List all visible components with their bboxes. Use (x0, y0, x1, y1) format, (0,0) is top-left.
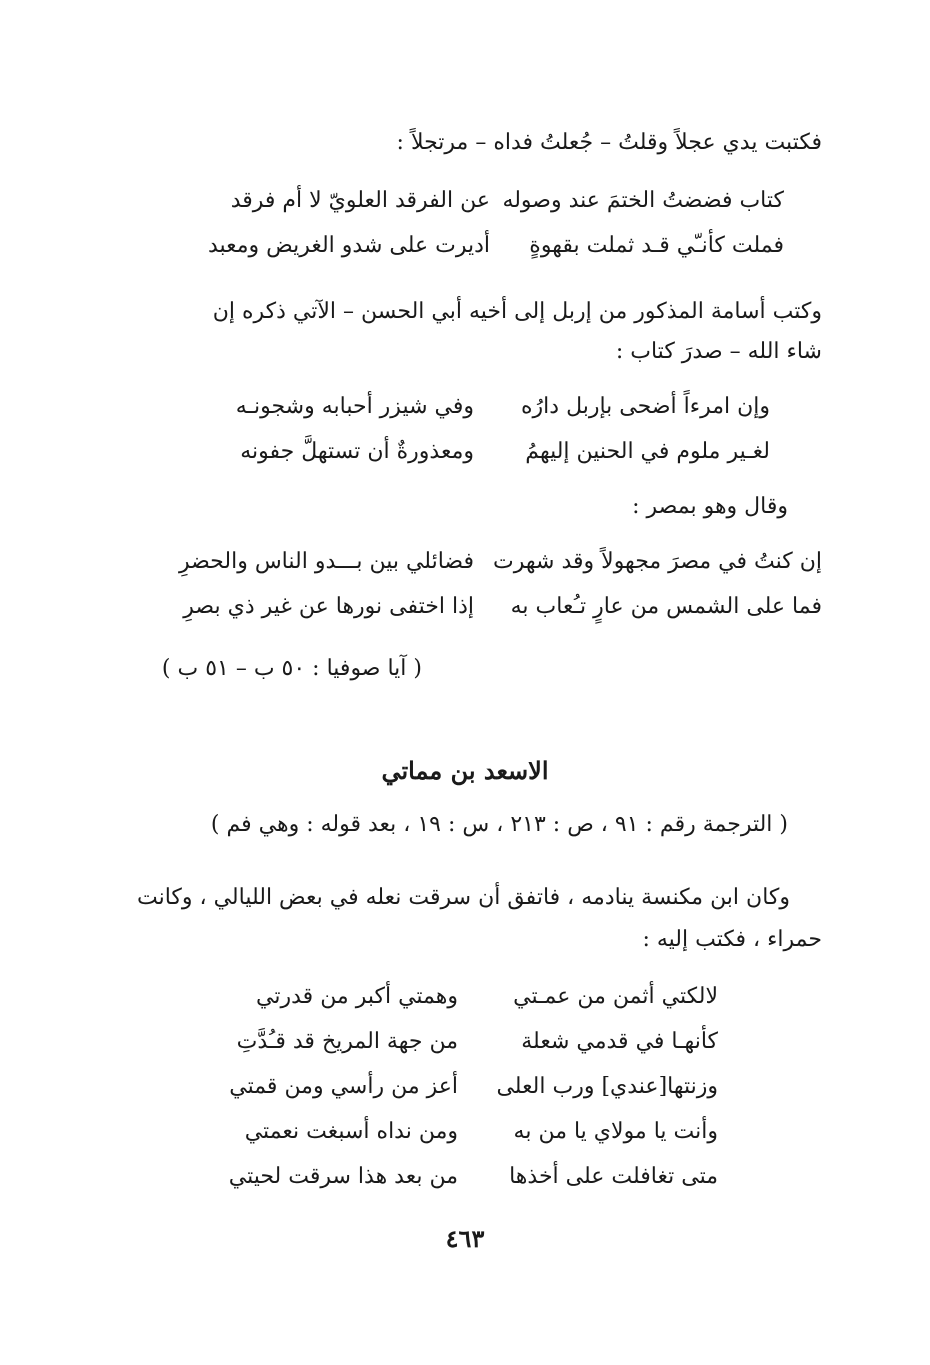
poem2-line2-first-hemistich: لغـير ملوم في الحنين إليهمُ (525, 439, 770, 464)
poem1-line1-first-hemistich: كتاب فضضتُ الختمَ عند وصوله (502, 188, 784, 213)
poem4-line5-first-hemistich: متى تغافلت على أخذها (509, 1164, 718, 1189)
para3-line: وقال وهو بمصر : (632, 494, 788, 519)
poem3-line1-first-hemistich: إن كنتُ في مصرَ مجهولاً وقد شهرت (493, 549, 822, 574)
para2-line1: وكتب أسامة المذكور من إربل إلى أخيه أبي الحسن – الآتي ذكره إن (212, 299, 822, 324)
section-title: الاسعد بن مماتي (381, 756, 549, 785)
intro-line: فكتبت يدي عجلاً وقلتُ – جُعلتُ فداه – مرتجلاً : (396, 130, 822, 155)
poem3-line2-first-hemistich: فما على الشمس من عارٍ تـُعاب به (510, 594, 822, 619)
source-note: ( آيا صوفيا : ٥٠ ب – ٥١ ب ) (161, 656, 422, 681)
poem1-line2-first-hemistich: فملت كأنـّي قـد ثملت بقهوةٍ (529, 233, 784, 258)
poem2-line2-second-hemistich: ومعذورةٌ أن تستهلَّ جفونه (240, 439, 474, 464)
para4-line2: حمراء ، فكتب إليه : (642, 927, 822, 952)
para2-line2: شاء الله – صدرَ كتاب : (615, 339, 822, 364)
poem4-line1-second-hemistich: وهمتي أكبر من قدرتي (256, 984, 458, 1009)
poem4-line4-second-hemistich: ومن نداه أسبغت نعمتي (244, 1119, 458, 1144)
poem4-line3-first-hemistich: وزنتها[عندي] ورب العلى (496, 1074, 718, 1099)
poem3-line1-second-hemistich: فضائلي بين بـــدو الناس والحضرِ (178, 549, 474, 574)
poem2-line1-second-hemistich: وفي شيزر أحبابه وشجونـه (235, 394, 474, 419)
poem4-line3-second-hemistich: أعز من رأسي ومن قمتي (229, 1074, 458, 1099)
poem4-line2-second-hemistich: من جهة المريخ قد قـُدَّتِ (236, 1029, 458, 1054)
poem1-line1-second-hemistich: عن الفرقد العلويّ لا أم فرقد (230, 188, 490, 213)
translation-reference: ( الترجمة رقم : ٩١ ، ص : ٢١٣ ، س : ١٩ ، بعد قوله : وهي فم ) (210, 812, 788, 837)
poem4-line4-first-hemistich: وأنت يا مولاي يا من به (513, 1119, 718, 1144)
poem4-line5-second-hemistich: من بعد هذا سرقت لحيتي (228, 1164, 458, 1189)
poem3-line2-second-hemistich: إذا اختفى نورها عن غير ذي بصرِ (183, 594, 474, 619)
poem4-line2-first-hemistich: كأنهـا في قدمي شعلة (521, 1029, 718, 1054)
poem1-line2-second-hemistich: أديرت على شدو الغريض ومعبد (207, 233, 490, 258)
page-number: ٤٦٣ (445, 1224, 485, 1253)
poem4-line1-first-hemistich: لالكتي أثمن من عمـتي (513, 984, 718, 1009)
poem2-line1-first-hemistich: وإن امرءاً أضحى بإربل دارُه (521, 394, 770, 419)
para4-line1: وكان ابن مكنسة ينادمه ، فاتفق أن سرقت نعله في بعض الليالي ، وكانت (136, 885, 790, 910)
